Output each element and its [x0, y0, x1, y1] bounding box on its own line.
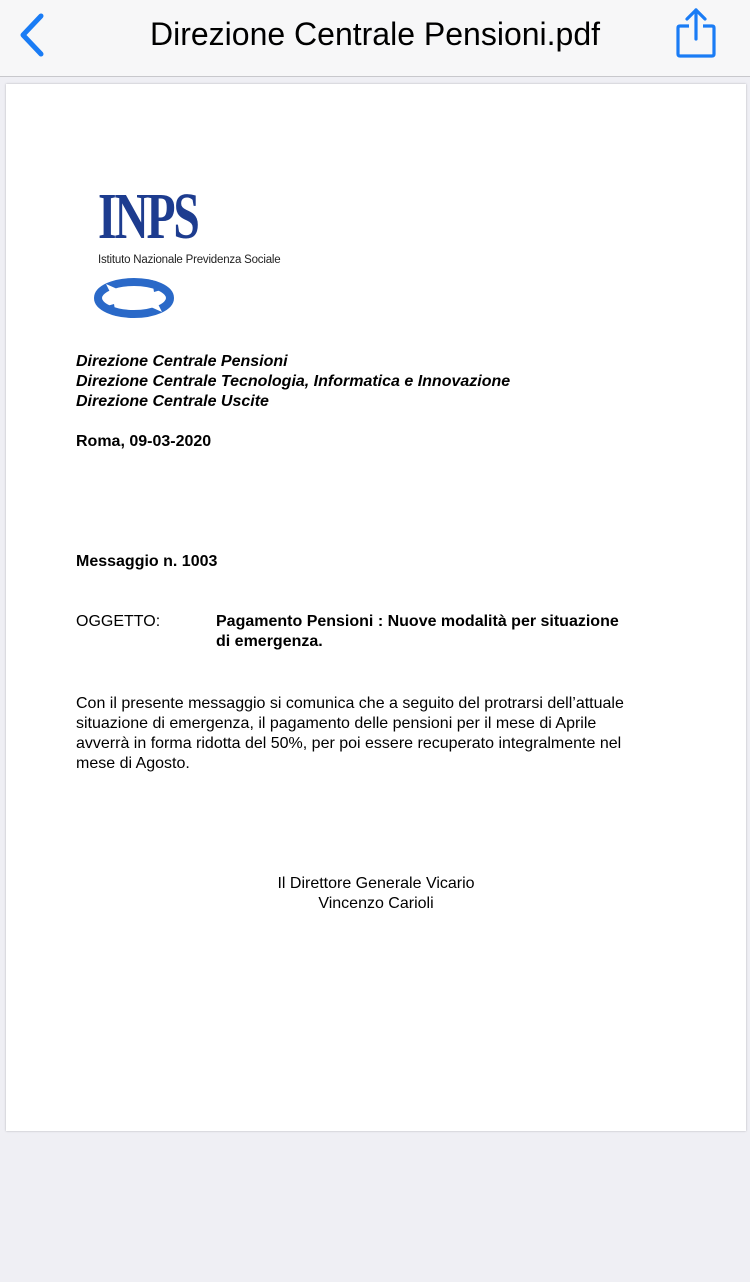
heading-line: Direzione Centrale Pensioni	[76, 353, 288, 370]
heading-line: Direzione Centrale Uscite	[76, 393, 269, 410]
signature-role: Il Direttore Generale Vicario	[277, 875, 475, 892]
logo-wordmark: INPS	[98, 180, 198, 253]
subject-line: Pagamento Pensioni : Nuove modalità per situazione	[216, 613, 619, 630]
subject-label: OGGETTO:	[76, 613, 161, 630]
document-title: Direzione Centrale Pensioni.pdf	[149, 16, 601, 52]
message-number: Messaggio n. 1003	[76, 553, 218, 570]
heading-line: Direzione Centrale Tecnologia, Informatica e Innovazione	[76, 373, 511, 390]
document-date: Roma, 09-03-2020	[76, 433, 212, 450]
logo-subtitle: Istituto Nazionale Previdenza Sociale	[98, 254, 281, 266]
navigation-bar	[0, 0, 750, 77]
subject-line: di emergenza.	[216, 633, 323, 650]
body-line: avverrà in forma ridotta del 50%, per poi essere recuperato integralmente nel	[76, 735, 622, 752]
department-headings	[76, 352, 510, 412]
body-line: Con il presente messaggio si comunica che a seguito del protrarsi dell’attuale	[76, 695, 624, 712]
signature-block	[6, 874, 746, 914]
chevron-left-icon	[17, 12, 47, 58]
share-icon	[674, 7, 718, 59]
logo-arrows-icon	[94, 276, 176, 320]
subject-text	[216, 612, 676, 652]
share-button[interactable]	[668, 4, 724, 62]
inps-logo	[94, 180, 324, 324]
body-line: situazione di emergenza, il pagamento delle pensioni per il mese di Aprile	[76, 715, 597, 732]
signature-name: Vincenzo Carioli	[318, 895, 434, 912]
body-line: mese di Agosto.	[76, 755, 190, 772]
pdf-page[interactable]	[6, 84, 746, 1131]
message-body	[76, 694, 696, 774]
back-button[interactable]	[10, 10, 54, 60]
